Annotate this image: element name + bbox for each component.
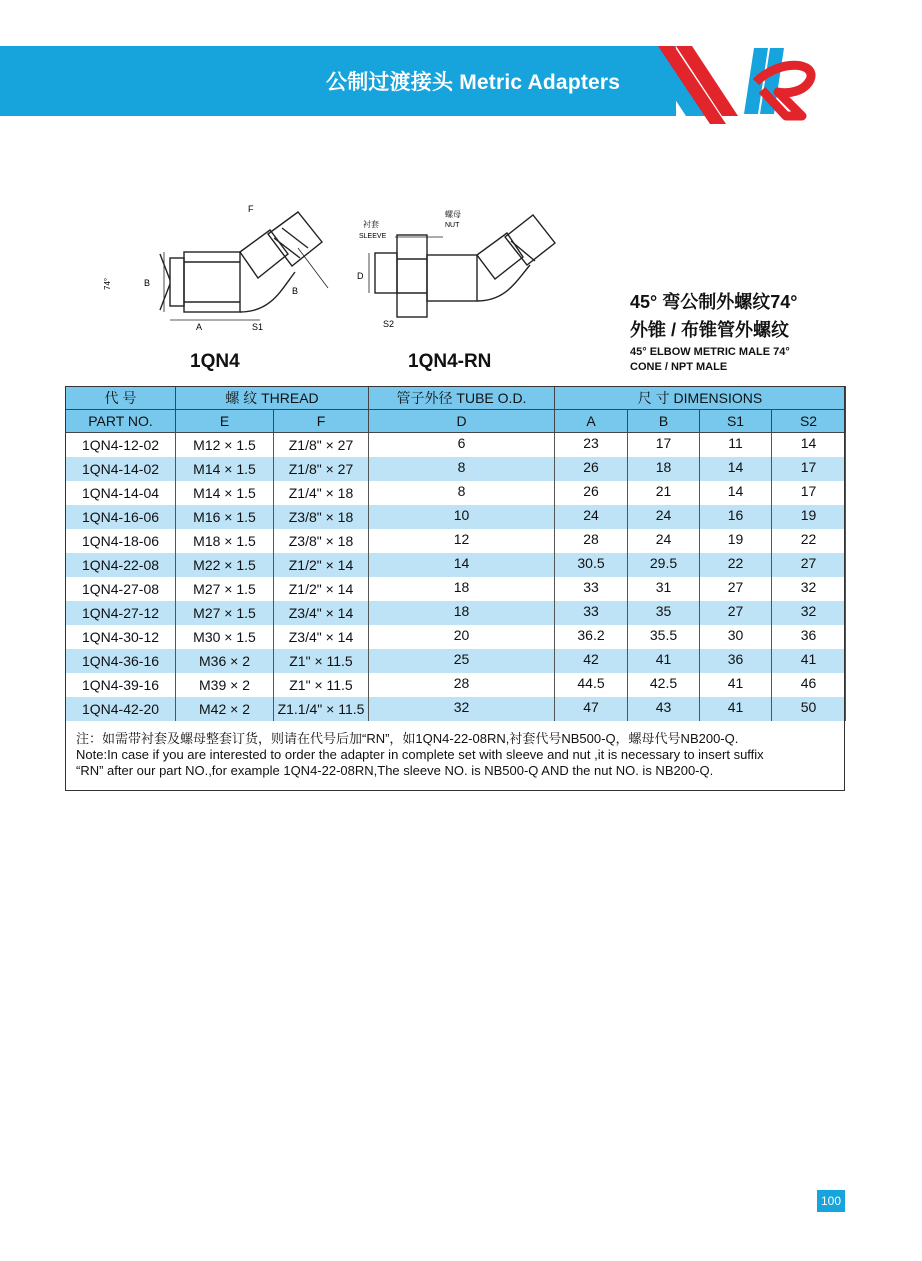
label-b-left: B bbox=[144, 278, 151, 288]
table-cell: M22 × 1.5 bbox=[176, 553, 274, 577]
table-header-row-1 bbox=[66, 387, 846, 410]
table-cell: 32 bbox=[369, 697, 555, 721]
table-cell: 24 bbox=[628, 529, 700, 553]
table-cell: 28 bbox=[369, 673, 555, 697]
table-cell: Z3/4" × 14 bbox=[274, 601, 369, 625]
header-d: D bbox=[369, 410, 555, 433]
product-title-cn-2: 外锥 / 布锥管外螺纹 bbox=[630, 320, 790, 340]
table-row bbox=[66, 433, 846, 458]
brand-logo bbox=[640, 40, 840, 124]
label-sleeve-en: SLEEVE bbox=[359, 233, 387, 240]
header-thread: 螺 纹 THREAD bbox=[176, 387, 369, 410]
product-title-en-2: CONE / NPT MALE bbox=[630, 361, 728, 373]
header-a: A bbox=[555, 410, 628, 433]
table-cell: 21 bbox=[628, 481, 700, 505]
note-en-2: “RN” after our part NO.,for example 1QN4-22-08RN,The sleeve NO. is NB500-Q AND the nut NO. is NB200-Q. bbox=[76, 763, 714, 778]
table-cell: 6 bbox=[369, 433, 555, 458]
table-cell: 19 bbox=[772, 505, 846, 529]
table-cell: Z1/4" × 18 bbox=[274, 481, 369, 505]
table-cell: M36 × 2 bbox=[176, 649, 274, 673]
table-header-row-2 bbox=[66, 410, 846, 433]
table-cell: M39 × 2 bbox=[176, 673, 274, 697]
table-row bbox=[66, 577, 846, 601]
model-label-1qn4-rn: 1QN4-RN bbox=[408, 351, 492, 372]
header-b: B bbox=[628, 410, 700, 433]
table-cell: 14 bbox=[700, 457, 772, 481]
table-cell: M12 × 1.5 bbox=[176, 433, 274, 458]
label-nut-en: NUT bbox=[445, 222, 460, 229]
table-cell: 41 bbox=[700, 697, 772, 721]
table-cell: Z1.1/4" × 11.5 bbox=[274, 697, 369, 721]
label-s1: S1 bbox=[252, 322, 264, 332]
page-number: 100 bbox=[817, 1190, 845, 1212]
table-cell: 1QN4-14-02 bbox=[66, 457, 176, 481]
table-cell: M42 × 2 bbox=[176, 697, 274, 721]
table-cell: 1QN4-30-12 bbox=[66, 625, 176, 649]
label-angle: 74° bbox=[103, 277, 112, 290]
table-cell: M16 × 1.5 bbox=[176, 505, 274, 529]
table-cell: 36 bbox=[772, 625, 846, 649]
table-cell: 44.5 bbox=[555, 673, 628, 697]
table-cell: Z1/2" × 14 bbox=[274, 577, 369, 601]
table-cell: 1QN4-14-04 bbox=[66, 481, 176, 505]
table-cell: 30 bbox=[700, 625, 772, 649]
table-cell: Z1/8" × 27 bbox=[274, 457, 369, 481]
table-cell: 33 bbox=[555, 601, 628, 625]
table-row bbox=[66, 505, 846, 529]
table-cell: 36.2 bbox=[555, 625, 628, 649]
label-nut-cn: 螺母 bbox=[445, 210, 461, 219]
note-en-1: Note:In case if you are interested to order the adapter in complete set with sleeve and nut ,it is necessary to insert suffix bbox=[76, 747, 764, 762]
table-cell: 1QN4-27-08 bbox=[66, 577, 176, 601]
header-part-no: PART NO. bbox=[66, 410, 176, 433]
table-row bbox=[66, 457, 846, 481]
table-cell: 1QN4-27-12 bbox=[66, 601, 176, 625]
table-cell: Z3/4" × 14 bbox=[274, 625, 369, 649]
spec-table bbox=[65, 386, 846, 721]
label-f: F bbox=[248, 204, 254, 214]
table-row bbox=[66, 649, 846, 673]
table-cell: Z1/8" × 27 bbox=[274, 433, 369, 458]
label-a: A bbox=[196, 322, 203, 332]
table-cell: 24 bbox=[555, 505, 628, 529]
label-d: D bbox=[357, 271, 364, 281]
table-cell: 12 bbox=[369, 529, 555, 553]
table-row bbox=[66, 481, 846, 505]
table-cell: 1QN4-18-06 bbox=[66, 529, 176, 553]
fitting-drawing-1qn4 bbox=[100, 200, 340, 335]
table-cell: 32 bbox=[772, 601, 846, 625]
header-title: 公制过渡接头 Metric Adapters bbox=[326, 71, 621, 94]
table-cell: 27 bbox=[772, 553, 846, 577]
table-row bbox=[66, 625, 846, 649]
header-f: F bbox=[274, 410, 369, 433]
table-cell: 18 bbox=[369, 601, 555, 625]
table-row bbox=[66, 697, 846, 721]
header-s1: S1 bbox=[700, 410, 772, 433]
table-cell: 1QN4-12-02 bbox=[66, 433, 176, 458]
table-cell: 35 bbox=[628, 601, 700, 625]
table-cell: 35.5 bbox=[628, 625, 700, 649]
order-note bbox=[76, 731, 844, 779]
product-title-cn-1: 45° 弯公制外螺纹74° bbox=[630, 292, 798, 312]
table-cell: 47 bbox=[555, 697, 628, 721]
table-cell: Z3/8" × 18 bbox=[274, 529, 369, 553]
table-row bbox=[66, 529, 846, 553]
table-cell: 1QN4-16-06 bbox=[66, 505, 176, 529]
table-cell: Z1/2" × 14 bbox=[274, 553, 369, 577]
table-cell: 41 bbox=[628, 649, 700, 673]
label-b-right: B bbox=[292, 286, 299, 296]
header-s2: S2 bbox=[772, 410, 846, 433]
header-tube: 管子外径 TUBE O.D. bbox=[369, 387, 555, 410]
model-label-1qn4: 1QN4 bbox=[190, 351, 240, 372]
table-cell: 46 bbox=[772, 673, 846, 697]
table-cell: 26 bbox=[555, 457, 628, 481]
header-e: E bbox=[176, 410, 274, 433]
table-cell: 22 bbox=[772, 529, 846, 553]
table-cell: 50 bbox=[772, 697, 846, 721]
header-dimensions: 尺 寸 DIMENSIONS bbox=[555, 387, 846, 410]
table-cell: 18 bbox=[628, 457, 700, 481]
label-sleeve-cn: 衬套 bbox=[363, 220, 379, 229]
table-row bbox=[66, 673, 846, 697]
table-cell: 36 bbox=[700, 649, 772, 673]
table-cell: 29.5 bbox=[628, 553, 700, 577]
table-cell: 18 bbox=[369, 577, 555, 601]
table-cell: 41 bbox=[700, 673, 772, 697]
table-cell: 42 bbox=[555, 649, 628, 673]
table-cell: 19 bbox=[700, 529, 772, 553]
table-cell: M27 × 1.5 bbox=[176, 577, 274, 601]
table-cell: 33 bbox=[555, 577, 628, 601]
product-title-en-1: 45° ELBOW METRIC MALE 74° bbox=[630, 346, 790, 358]
table-cell: 11 bbox=[700, 433, 772, 458]
table-cell: 25 bbox=[369, 649, 555, 673]
table-cell: M27 × 1.5 bbox=[176, 601, 274, 625]
table-cell: 27 bbox=[700, 601, 772, 625]
table-cell: 14 bbox=[772, 433, 846, 458]
table-cell: 17 bbox=[628, 433, 700, 458]
table-cell: 17 bbox=[772, 481, 846, 505]
table-cell: 32 bbox=[772, 577, 846, 601]
table-cell: 22 bbox=[700, 553, 772, 577]
fitting-drawing-1qn4-rn bbox=[355, 205, 575, 335]
table-cell: 30.5 bbox=[555, 553, 628, 577]
table-cell: M14 × 1.5 bbox=[176, 457, 274, 481]
table-cell: 10 bbox=[369, 505, 555, 529]
table-cell: 8 bbox=[369, 481, 555, 505]
table-cell: 14 bbox=[369, 553, 555, 577]
table-cell: Z3/8" × 18 bbox=[274, 505, 369, 529]
table-cell: 23 bbox=[555, 433, 628, 458]
table-cell: 28 bbox=[555, 529, 628, 553]
table-cell: M30 × 1.5 bbox=[176, 625, 274, 649]
table-cell: 1QN4-22-08 bbox=[66, 553, 176, 577]
table-cell: 24 bbox=[628, 505, 700, 529]
table-cell: 27 bbox=[700, 577, 772, 601]
table-cell: 26 bbox=[555, 481, 628, 505]
table-cell: M14 × 1.5 bbox=[176, 481, 274, 505]
table-cell: Z1" × 11.5 bbox=[274, 673, 369, 697]
table-cell: Z1" × 11.5 bbox=[274, 649, 369, 673]
table-cell: 1QN4-42-20 bbox=[66, 697, 176, 721]
header-code: 代 号 bbox=[66, 387, 176, 410]
table-cell: M18 × 1.5 bbox=[176, 529, 274, 553]
table-cell: 42.5 bbox=[628, 673, 700, 697]
table-cell: 1QN4-39-16 bbox=[66, 673, 176, 697]
table-row bbox=[66, 601, 846, 625]
table-cell: 43 bbox=[628, 697, 700, 721]
table-cell: 31 bbox=[628, 577, 700, 601]
note-cn: 注：如需带衬套及螺母整套订货，则请在代号后加“RN”，如1QN4-22-08RN,衬套代号NB500-Q，螺母代号NB200-Q. bbox=[76, 731, 739, 746]
table-cell: 1QN4-36-16 bbox=[66, 649, 176, 673]
table-cell: 41 bbox=[772, 649, 846, 673]
table-cell: 8 bbox=[369, 457, 555, 481]
table-cell: 20 bbox=[369, 625, 555, 649]
label-s2: S2 bbox=[383, 319, 395, 329]
table-row bbox=[66, 553, 846, 577]
table-cell: 16 bbox=[700, 505, 772, 529]
table-cell: 14 bbox=[700, 481, 772, 505]
table-cell: 17 bbox=[772, 457, 846, 481]
